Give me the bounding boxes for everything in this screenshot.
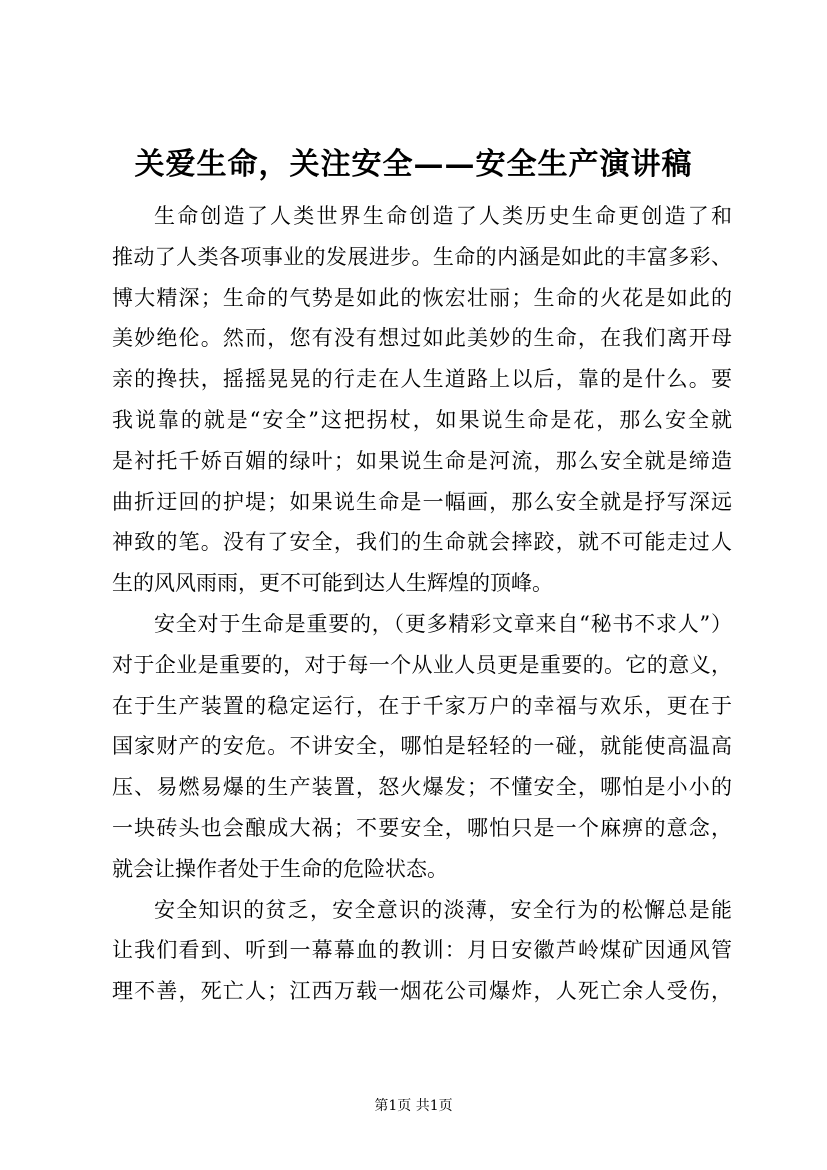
body-line: 安全对于生命是重要的，（更多精彩文章来自“秘书不求人”）	[154, 611, 732, 636]
body-line: 理不善，死亡人；江西万载一烟花公司爆炸，人死亡余人受伤，	[112, 979, 732, 1004]
page-number-footer: 第1页 共1页	[374, 1098, 453, 1114]
body-line: 让我们看到、听到一幕幕血的教训：月日安徽芦岭煤矿因通风管	[112, 938, 732, 963]
body-line: 国家财产的安危。不讲安全，哪怕是轻轻的一碰，就能使高温高	[112, 734, 732, 759]
body-line: 就会让操作者处于生命的危险状态。	[112, 856, 448, 881]
body-line: 生的风风雨雨，更不可能到达人生辉煌的顶峰。	[112, 571, 553, 596]
body-line: 曲折迂回的护堤；如果说生命是一幅画，那么安全就是抒写深远	[112, 489, 732, 514]
body-line: 神致的笔。没有了安全，我们的生命就会摔跤，就不可能走过人	[112, 530, 732, 555]
body-line: 推动了人类各项事业的发展进步。生命的内涵是如此的丰富多彩、	[112, 244, 732, 269]
document-body	[112, 196, 732, 1012]
body-line: 我说靠的就是“安全”这把拐杖，如果说生命是花，那么安全就	[112, 407, 732, 432]
body-line: 博大精深；生命的气势是如此的恢宏壮丽；生命的火花是如此的	[112, 285, 732, 310]
body-line: 一块砖头也会酿成大祸；不要安全，哪怕只是一个麻痹的意念，	[112, 815, 732, 840]
body-line: 美妙绝伦。然而，您有没有想过如此美妙的生命，在我们离开母	[112, 326, 732, 351]
body-line: 生命创造了人类世界生命创造了人类历史生命更创造了和	[154, 204, 732, 228]
body-line: 在于生产装置的稳定运行，在于千家万户的幸福与欢乐，更在于	[112, 693, 732, 718]
body-line: 是衬托千娇百媚的绿叶；如果说生命是河流，那么安全就是缔造	[112, 448, 732, 473]
body-line: 对于企业是重要的，对于每一个从业人员更是重要的。它的意义，	[112, 652, 732, 677]
body-line: 亲的搀扶，摇摇晃晃的行走在人生道路上以后，靠的是什么。要	[112, 367, 732, 392]
document-title: 关爱生命，关注安全——安全生产演讲稿	[134, 147, 693, 182]
body-line: 压、易燃易爆的生产装置，怒火爆发；不懂安全，哪怕是小小的	[112, 775, 732, 800]
body-line: 安全知识的贫乏，安全意识的淡薄，安全行为的松懈总是能	[154, 897, 732, 922]
